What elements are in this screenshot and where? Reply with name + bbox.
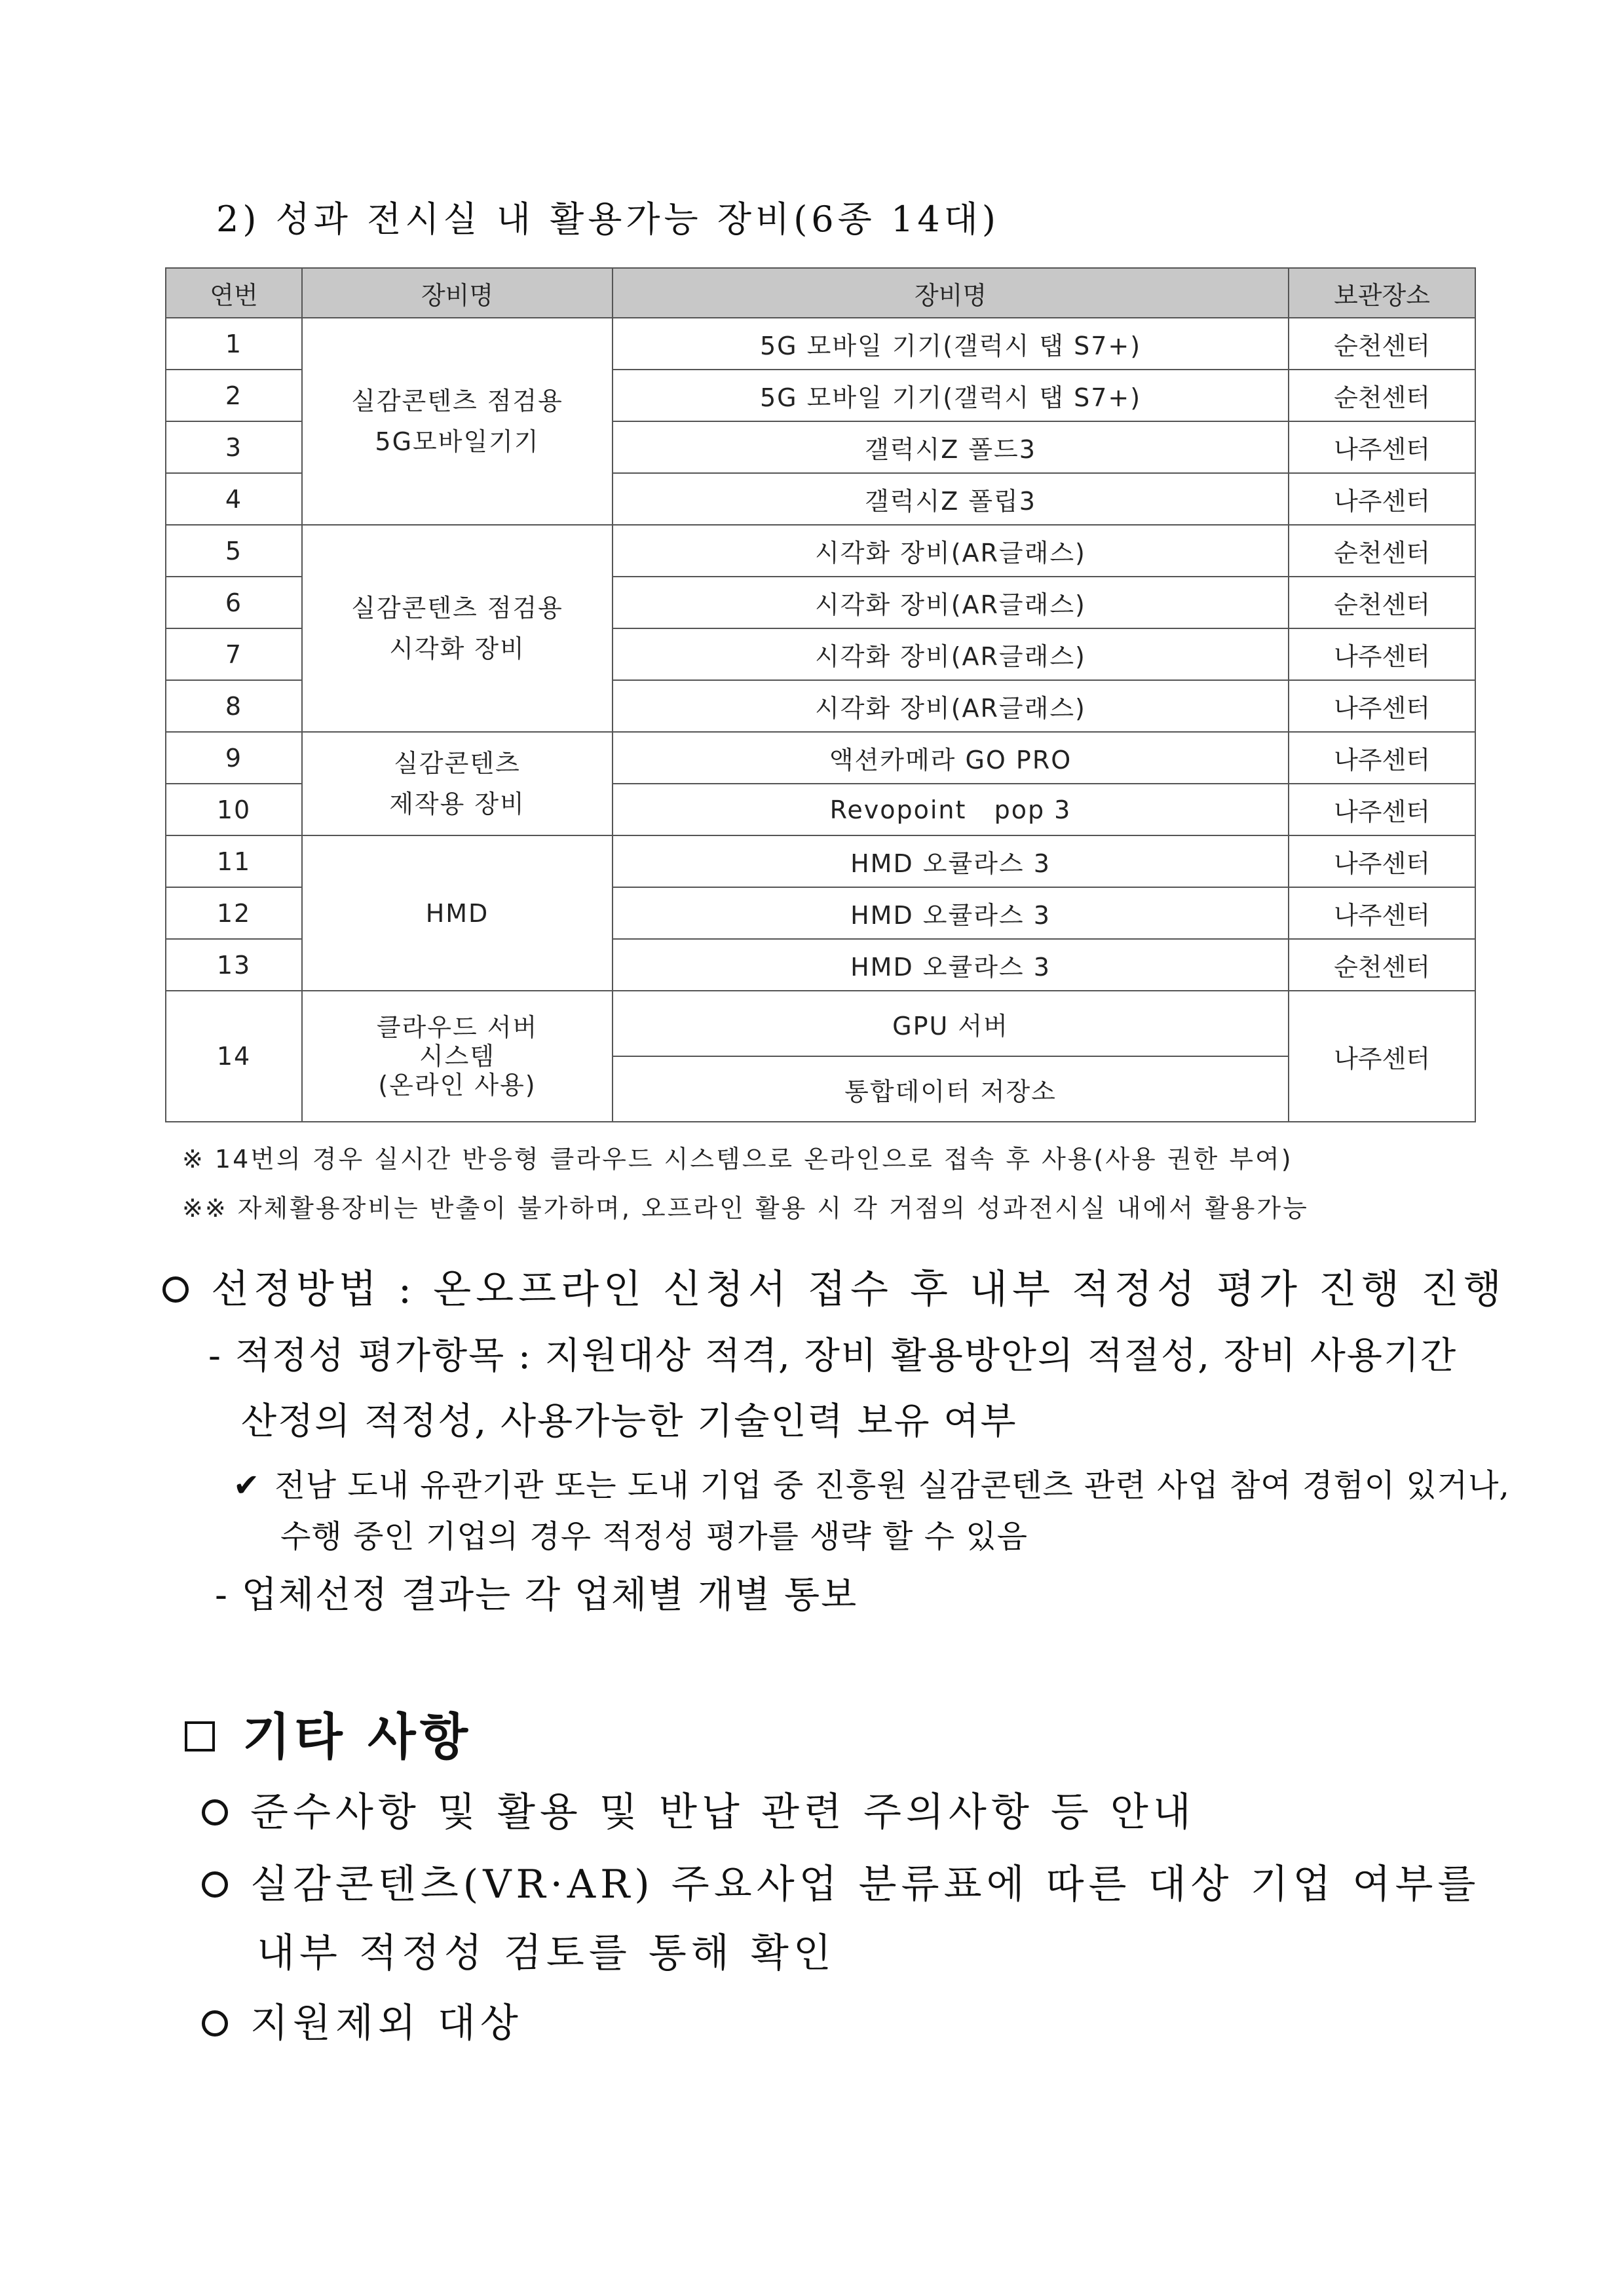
etc-heading-text: 기타 사항	[242, 1708, 472, 1766]
etc-item-text: 실감콘텐츠(VR·AR) 주요사업 분류표에 따른 대상 기업 여부를	[250, 1862, 1481, 1907]
equipment-name: 5G 모바일 기기(갤럭시 탭 S7+)	[613, 370, 1289, 421]
equipment-name: 5G 모바일 기기(갤럭시 탭 S7+)	[613, 318, 1289, 370]
group-line: 실감콘텐츠	[394, 749, 521, 778]
location: 나주센터	[1289, 473, 1475, 525]
group-line: 시스템	[419, 1042, 496, 1071]
row-no: 13	[166, 939, 302, 991]
group-line: (온라인 사용)	[378, 1071, 537, 1100]
row-no: 8	[166, 680, 302, 732]
location: 순천센터	[1289, 318, 1475, 370]
exemption-note-line1	[233, 1460, 1510, 1505]
equipment-name: Revopoint pop 3	[613, 784, 1289, 835]
group-line: 제작용 장비	[389, 790, 525, 818]
etc-item-1	[202, 1781, 1196, 1837]
group-cell	[302, 318, 613, 525]
table-row	[166, 991, 1475, 1056]
group-line: 시각화 장비	[389, 634, 525, 663]
header-group-name: 장비명	[302, 268, 613, 318]
etc-item-2	[202, 1853, 1480, 1909]
square-bullet-icon	[185, 1721, 215, 1751]
group-line: 클라우드 서버	[376, 1013, 538, 1042]
row-no: 1	[166, 318, 302, 370]
group-cell	[302, 991, 613, 1122]
location: 순천센터	[1289, 370, 1475, 421]
equipment-name: 통합데이터 저장소	[613, 1056, 1289, 1122]
equipment-name: HMD 오큘라스 3	[613, 835, 1289, 887]
group-line: HMD	[425, 898, 489, 928]
equipment-name: 갤럭시Z 폴드3	[613, 421, 1289, 473]
selection-method	[162, 1258, 1506, 1314]
location: 나주센터	[1289, 680, 1475, 732]
table-note-1: ※ 14번의 경우 실시간 반응형 클라우드 시스템으로 온라인으로 접속 후 사용(사용 권한 부여)	[182, 1145, 1293, 1174]
row-no: 10	[166, 784, 302, 835]
etc-item-2-cont: 내부 적정성 검토를 통해 확인	[257, 1930, 836, 1976]
location: 나주센터	[1289, 628, 1475, 680]
row-no: 5	[166, 525, 302, 577]
header-equipment-name: 장비명	[613, 268, 1289, 318]
result-notice: - 업체선정 결과는 각 업체별 개별 통보	[215, 1574, 858, 1617]
selection-method-text: 선정방법 : 온오프라인 신청서 접수 후 내부 적정성 평가 진행 진행	[211, 1267, 1506, 1312]
table-row	[166, 318, 1475, 370]
group-line: 실감콘텐츠 점검용	[351, 387, 563, 415]
evaluation-items-line2: 산정의 적정성, 사용가능한 기술인력 보유 여부	[241, 1400, 1017, 1443]
table-row	[166, 732, 1475, 784]
location: 나주센터	[1289, 991, 1475, 1122]
row-no: 3	[166, 421, 302, 473]
equipment-name: 시각화 장비(AR글래스)	[613, 577, 1289, 628]
etc-heading	[185, 1697, 472, 1769]
equipment-name: 액션카메라 GO PRO	[613, 732, 1289, 784]
etc-item-text: 준수사항 및 활용 및 반납 관련 주의사항 등 안내	[250, 1789, 1196, 1835]
table-note-2: ※※ 자체활용장비는 반출이 불가하며, 오프라인 활용 시 각 거점의 성과전시실 내에서 활용가능	[182, 1194, 1309, 1223]
equipment-name: 시각화 장비(AR글래스)	[613, 525, 1289, 577]
exemption-text: 전남 도내 유관기관 또는 도내 기업 중 진흥원 실감콘텐츠 관련 사업 참여 경험이 있거나,	[274, 1467, 1510, 1504]
equipment-name: HMD 오큘라스 3	[613, 887, 1289, 939]
group-cell	[302, 835, 613, 991]
row-no: 9	[166, 732, 302, 784]
location: 나주센터	[1289, 887, 1475, 939]
group-cell	[302, 732, 613, 835]
location: 순천센터	[1289, 939, 1475, 991]
header-no: 연번	[166, 268, 302, 318]
circle-bullet-icon	[202, 2010, 228, 2037]
row-no: 12	[166, 887, 302, 939]
equipment-name: HMD 오큘라스 3	[613, 939, 1289, 991]
row-no: 4	[166, 473, 302, 525]
table-header-row	[166, 268, 1475, 318]
equipment-table	[165, 267, 1476, 1122]
equipment-name: 갤럭시Z 폴립3	[613, 473, 1289, 525]
group-cell	[302, 525, 613, 732]
evaluation-items-line1: - 적정성 평가항목 : 지원대상 적격, 장비 활용방안의 적절성, 장비 사용기간	[208, 1335, 1458, 1377]
row-no: 11	[166, 835, 302, 887]
table-row	[166, 525, 1475, 577]
group-line: 5G모바일기기	[375, 427, 540, 456]
equipment-name: 시각화 장비(AR글래스)	[613, 680, 1289, 732]
location: 나주센터	[1289, 732, 1475, 784]
location: 나주센터	[1289, 835, 1475, 887]
row-no: 6	[166, 577, 302, 628]
etc-item-text: 지원제외 대상	[250, 2000, 523, 2046]
row-no: 7	[166, 628, 302, 680]
header-location: 보관장소	[1289, 268, 1475, 318]
location: 순천센터	[1289, 525, 1475, 577]
group-line: 실감콘텐츠 점검용	[351, 594, 563, 622]
exemption-note-line2: 수행 중인 기업의 경우 적정성 평가를 생략 할 수 있음	[280, 1518, 1029, 1555]
check-icon: ✔	[233, 1467, 261, 1504]
location: 나주센터	[1289, 784, 1475, 835]
circle-bullet-icon	[202, 1799, 228, 1826]
equipment-name: 시각화 장비(AR글래스)	[613, 628, 1289, 680]
row-no: 14	[166, 991, 302, 1122]
row-no: 2	[166, 370, 302, 421]
etc-item-3	[202, 1992, 523, 2048]
location: 나주센터	[1289, 421, 1475, 473]
circle-bullet-icon	[162, 1276, 189, 1303]
section-title: 2) 성과 전시실 내 활용가능 장비(6종 14대)	[216, 199, 1000, 240]
circle-bullet-icon	[202, 1871, 228, 1898]
location: 순천센터	[1289, 577, 1475, 628]
equipment-name: GPU 서버	[613, 991, 1289, 1056]
table-row	[166, 835, 1475, 887]
